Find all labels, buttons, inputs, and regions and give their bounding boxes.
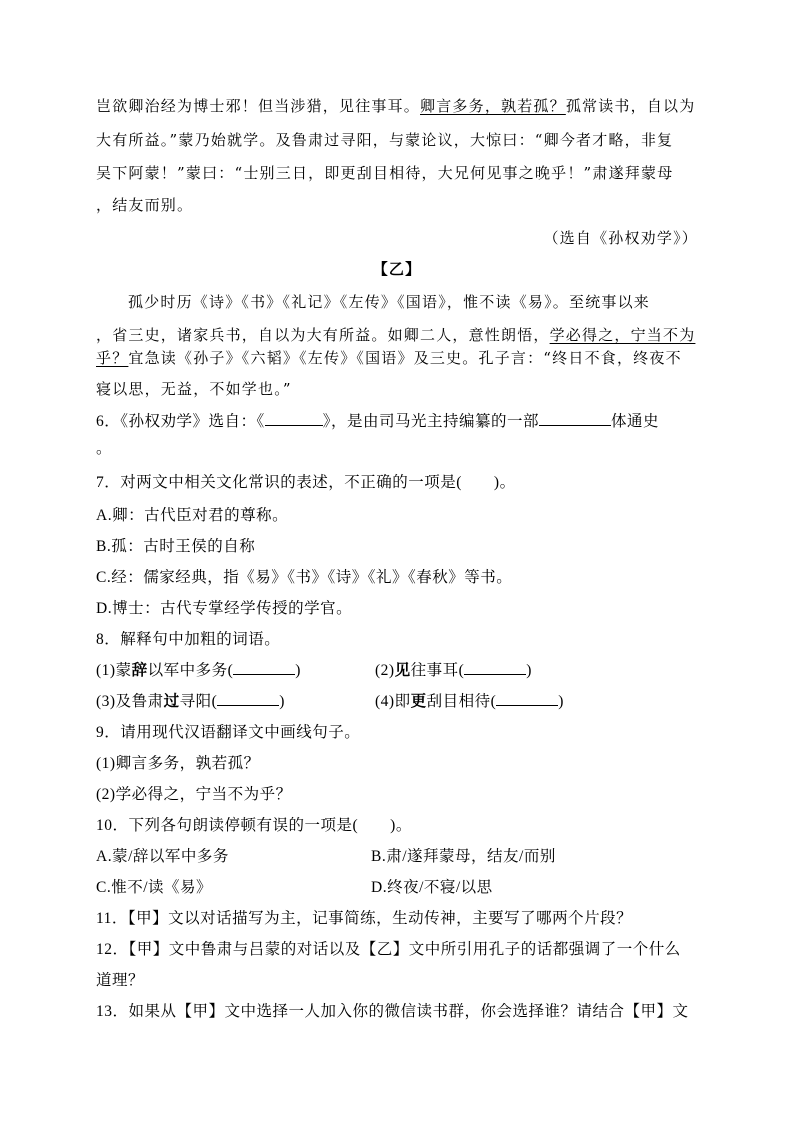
- question-12-line-2: 道理？: [96, 972, 145, 989]
- bold-word: 辞: [131, 662, 148, 679]
- q8-text: 往事耳(: [410, 662, 465, 679]
- answer-blank[interactable]: [233, 660, 295, 675]
- q8-text: 以军中多务(: [147, 662, 234, 679]
- question-13: 13．如果从【甲】文中选择一人加入你的微信读书群，你会选择谁？请结合【甲】文: [96, 1003, 689, 1020]
- bold-word: 过: [163, 693, 180, 710]
- q8-text: ): [526, 662, 532, 679]
- q8-item-2: [375, 658, 532, 680]
- q9-sentence-2: (2)学必得之，宁当不为乎？: [96, 786, 292, 803]
- answer-blank[interactable]: [496, 691, 558, 706]
- underlined-sentence: 学必得之，宁当不为: [549, 326, 696, 344]
- answer-blank[interactable]: [265, 411, 323, 426]
- q10-option-a[interactable]: A.蒙/辞以军中多务: [96, 848, 229, 865]
- answer-blank[interactable]: [217, 691, 279, 706]
- yi-line-3: [96, 347, 682, 368]
- jia-text: 岂欲卿治经为博士邪！但当涉猎，见往事耳。: [96, 97, 421, 115]
- yi-line-4: 寝以思，无益，不如学也。”: [96, 380, 292, 398]
- q10-option-d[interactable]: D.终夜/不寝/以思: [371, 879, 493, 896]
- yi-heading: 【乙】: [372, 260, 422, 278]
- jia-line-3: 吴下阿蒙！”蒙曰：“士别三日，即更刮目相待，大兄何见事之晚乎！”肃遂拜蒙母: [96, 164, 674, 182]
- underlined-sentence: 乎？: [96, 349, 129, 367]
- q8-text: ): [279, 693, 285, 710]
- q10-option-b[interactable]: B.肃/遂拜蒙母，结友/而别: [371, 848, 556, 865]
- question-10-stem: 10．下列各句朗读停顿有误的一项是( )。: [96, 817, 412, 834]
- yi-text: ，省三史，诸家兵书，自以为大有所益。如卿二人，意性朗悟，: [96, 326, 550, 344]
- q6-continuation: 。: [96, 440, 113, 457]
- yi-text: 宜急读《孙子》《六韬》《左传》《国语》及三史。孔子言：“终日不食，终夜不: [128, 349, 682, 367]
- q6-text: 6．《孙权劝学》选自：《: [96, 413, 265, 430]
- underlined-sentence: 卿言多务，孰若孤？: [420, 97, 566, 115]
- q8-text: 刮目相待(: [426, 693, 497, 710]
- q6-text: 》，是由司马光主持编纂的一部: [322, 413, 540, 430]
- question-6: [96, 409, 659, 431]
- source-citation: （选自《孙权劝学》）: [543, 229, 698, 247]
- answer-blank[interactable]: [539, 411, 611, 426]
- question-8-stem: 8．解释句中加粗的词语。: [96, 631, 281, 648]
- q10-option-c[interactable]: C.惟不/读《易》: [96, 879, 213, 896]
- q7-option-a[interactable]: A.卿：古代臣对君的尊称。: [96, 507, 289, 524]
- jia-text: 孤常读书，自以为: [565, 97, 696, 115]
- question-9-stem: 9．请用现代汉语翻译文中画线句子。: [96, 724, 361, 741]
- q7-option-c[interactable]: C.经：儒家经典，指《易》《书》《诗》《礼》《春秋》等书。: [96, 569, 513, 586]
- question-11: 11．【甲】文以对话描写为主，记事简练，生动传神，主要写了哪两个片段？: [96, 910, 633, 927]
- q8-text: (3)及鲁肃: [96, 693, 164, 710]
- q8-item-3: [96, 689, 285, 711]
- yi-line-2: [96, 324, 695, 345]
- jia-line-4: ，结友而别。: [96, 196, 194, 214]
- q8-text: (1)蒙: [96, 662, 132, 679]
- q6-text: 体通史: [611, 413, 660, 430]
- q7-option-b[interactable]: B.孤：古时王侯的自称: [96, 538, 256, 555]
- q8-item-4: [375, 689, 564, 711]
- jia-line-1: [96, 95, 695, 116]
- q7-option-d[interactable]: D.博士：古代专掌经学传授的学官。: [96, 600, 353, 617]
- question-7-stem: 7．对两文中相关文化常识的表述，不正确的一项是( )。: [96, 474, 516, 491]
- q8-text: 寻阳(: [179, 693, 218, 710]
- q8-text: (4)即: [375, 693, 411, 710]
- answer-blank[interactable]: [464, 660, 526, 675]
- q8-text: ): [295, 662, 301, 679]
- bold-word: 见: [394, 662, 411, 679]
- q8-text: (2): [375, 662, 395, 679]
- jia-line-2: 大有所益。”蒙乃始就学。及鲁肃过寻阳，与蒙论议，大惊曰：“卿今者才略，非复: [96, 131, 674, 149]
- q8-text: ): [558, 693, 564, 710]
- q9-sentence-1: (1)卿言多务，孰若孤？: [96, 755, 260, 772]
- bold-word: 更: [410, 693, 427, 710]
- question-12-line-1: 12．【甲】文中鲁肃与吕蒙的对话以及【乙】文中所引用孔子的话都强调了一个什么: [96, 941, 681, 958]
- q8-item-1: [96, 658, 301, 680]
- yi-line-1: 孤少时历《诗》《书》《礼记》《左传》《国语》，惟不读《易》。至统事以来: [128, 293, 651, 311]
